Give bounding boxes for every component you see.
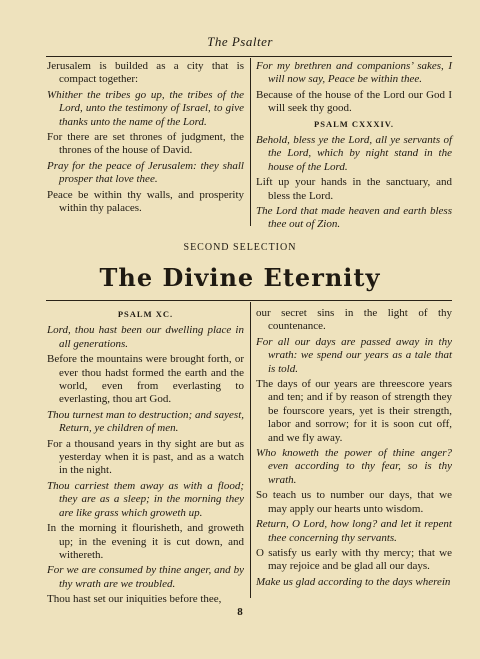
verse-roman: Before the mountains were brought forth, or ever thou hadst formed the earth and the world, even from everlasting to everlasting, thou art God. [47,353,244,406]
psalm-134-heading: PSALM CXXXIV. [314,118,394,129]
verse-roman: Jerusalem is builded as a city that is compact together: [47,60,244,86]
top-column-divider [250,58,251,226]
verse-roman: For a thousand years in thy sight are but as yesterday when it is past, and as a watch in the night. [47,437,244,477]
header-rule [46,56,452,57]
top-right-column [256,60,452,234]
bottom-right-column [256,307,452,591]
verse-italic: Pray for the peace of Jerusalem: they shall prosper that love thee. [47,159,244,186]
verse-roman: For there are set thrones of judgment, the thrones of the house of David. [47,131,244,157]
bottom-left-verses [47,324,244,606]
section-title: The Divine Eternity [99,263,381,292]
running-title: The Psalter [207,34,273,49]
verse-italic: Thou turnest man to destruction; and sayest, Return, ye children of men. [47,408,244,435]
top-right-verses-a [256,60,452,116]
verse-roman: In the morning it flourisheth, and groweth up; in the evening it is cut down, and withereth. [47,522,244,561]
section-rule [46,300,452,301]
verse-italic: For my brethren and companions’ sakes, I will now say, Peace be within thee. [256,60,452,86]
verse-italic: Thou carriest them away as with a flood; they are as a sleep; in the morning they are like grass which groweth up. [47,479,244,519]
verse-italic: Who knoweth the power of thine anger? even according to thy fear, so is thy wrath. [256,447,452,486]
selection-label: SECOND SELECTION [183,242,297,253]
verse-italic: Behold, bless ye the Lord, all ye servants of the Lord, which by night stand in the house of the Lord. [256,134,452,173]
verse-italic: For all our days are passed away in thy wrath: we spend our years as a tale that is told. [256,335,452,375]
verse-roman: our secret sins in the light of thy countenance. [256,307,452,333]
verse-italic: Return, O Lord, how long? and let it repent thee concerning thy servants. [256,518,452,544]
top-left-verses [47,60,244,215]
verse-italic: Whither the tribes go up, the tribes of the Lord, unto the testimony of Israel, to give thanks unto the name of the Lord. [47,88,244,128]
verse-roman: The days of our years are threescore years and ten; and if by reason of strength they be fourscore years, yet is their strength, labor and sorrow; for it is soon cut off, and we fly away. [256,378,452,444]
verse-italic: The Lord that made heaven and earth bless thee out of Zion. [256,205,452,231]
bottom-right-verses [256,307,452,589]
bottom-column-divider [250,302,251,598]
verse-roman: So teach us to number our days, that we may apply our hearts unto wisdom. [256,489,452,515]
verse-italic: Make us glad according to the days wherein [256,575,451,588]
top-left-column [47,60,244,217]
verse-italic: For we are consumed by thine anger, and by thy wrath are we troubled. [47,564,244,590]
verse-roman: Lift up your hands in the sanctuary, and bless the Lord. [256,176,452,202]
verse-roman: Peace be within thy walls, and prosperity within thy palaces. [47,188,244,215]
verse-roman: Because of the house of the Lord our God I will seek thy good. [256,88,452,115]
top-right-verses-b [256,134,452,232]
page-number: 8 [237,606,243,618]
verse-italic: Lord, thou hast been our dwelling place in all generations. [47,324,244,350]
bottom-left-column [47,307,244,609]
verse-roman: Thou hast set our iniquities before thee, [47,593,222,606]
verse-roman: O satisfy us early with thy mercy; that we may rejoice and be glad all our days. [256,546,452,573]
psalm-90-heading: PSALM XC. [117,309,174,319]
